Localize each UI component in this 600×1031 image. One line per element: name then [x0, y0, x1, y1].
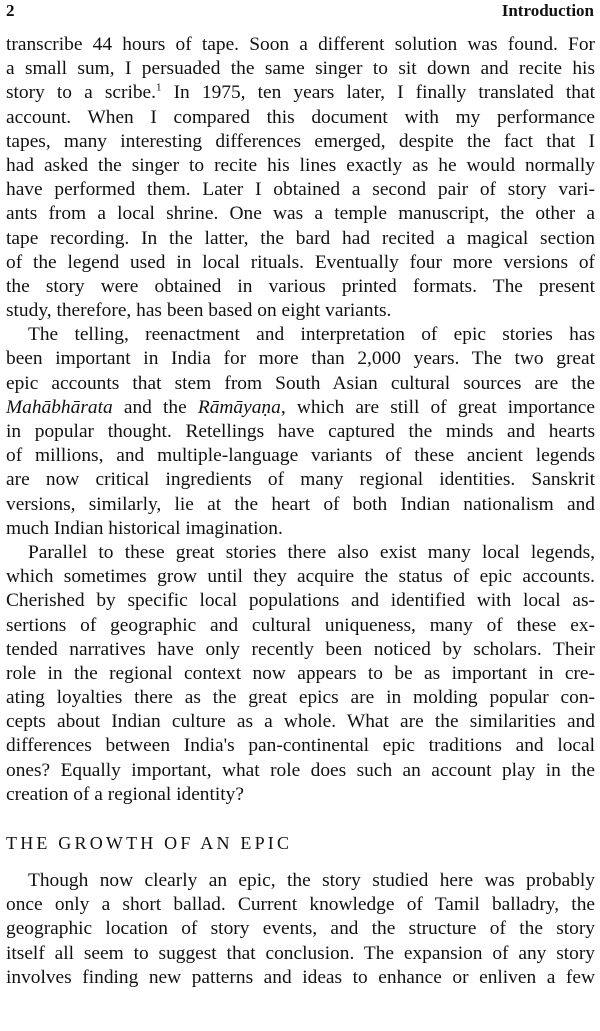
text-line: itself all seem to suggest that conclusion. The expansion of any story — [6, 942, 595, 964]
page-header — [0, 0, 600, 28]
paragraph-2 — [6, 323, 595, 541]
text-line: account. When I compared this document with my performance — [6, 106, 595, 128]
text-line: ating loyalties there as the great epics are in molding popular con- — [6, 687, 595, 709]
text-line: sertions of geographic and cultural uniqueness, many of these ex- — [6, 614, 595, 636]
text-line: the story were obtained in various printed formats. The present — [6, 275, 595, 297]
page-number: 2 — [6, 1, 15, 20]
text-line: tape recording. In the latter, the bard had recited a magical section — [6, 227, 595, 249]
text-run: and the — [123, 396, 187, 418]
text-run: , which are still of great importance — [280, 396, 595, 418]
text-line: ones? Equally important, what role does such an account play in the — [6, 759, 595, 781]
body-text — [6, 33, 595, 990]
text-line — [6, 81, 595, 105]
text-line: versions, similarly, lie at the heart of both Indian nationalism and — [6, 493, 595, 515]
text-line: epic accounts that stem from South Asian cultural sources are the — [6, 372, 595, 394]
text-line: involves finding new patterns and ideas to enhance or enliven a few — [6, 966, 595, 988]
text-line: transcribe 44 hours of tape. Soon a different solution was found. For — [6, 34, 595, 55]
running-head: Introduction — [501, 1, 594, 20]
section-heading: THE GROWTH OF AN EPIC — [6, 833, 293, 853]
text-line: have performed them. Later I obtained a second pair of story vari- — [6, 179, 595, 201]
text-line: which sometimes grow until they acquire the status of epic accounts. — [6, 566, 595, 588]
text-line: a small sum, I persuaded the same singer to sit down and recite his — [6, 58, 595, 80]
paragraph-1 — [6, 33, 595, 323]
paragraph-3 — [6, 541, 595, 807]
text-line: had asked the singer to recite his lines exactly as he would normally — [6, 154, 595, 176]
text-line: cepts about Indian culture as a whole. What are the similarities and — [6, 711, 595, 733]
text-line: creation of a regional identity? — [6, 783, 244, 805]
text-line: ants from a local shrine. One was a temple manuscript, the other a — [6, 203, 595, 225]
text-line: of the legend used in local rituals. Eventually four more versions of — [6, 251, 595, 273]
text-line: tapes, many interesting differences emerged, despite the fact that I — [6, 130, 595, 152]
text-line: are now critical ingredients of many regional identities. Sanskrit — [6, 469, 595, 491]
text-line: study, therefore, has been based on eight variants. — [6, 300, 392, 322]
text-line: of millions, and multiple-language variants of these ancient legends — [6, 445, 595, 467]
text-line: geographic location of story events, and the structure of the story — [6, 918, 595, 940]
text-line: role in the regional context now appears to be as important in cre- — [6, 662, 595, 684]
text-line: Though now clearly an epic, the story studied here was probably — [28, 870, 595, 891]
text-run: In 1975, ten years later, I finally translated that — [161, 82, 595, 104]
text-line: been important in India for more than 2,000 years. The two great — [6, 348, 595, 370]
text-run: story to a scribe. — [6, 82, 156, 104]
italic-title-ramayana: Rāmāyaṇa — [197, 396, 281, 418]
text-line: tended narratives have only recently been noticed by scholars. Their — [6, 638, 595, 660]
italic-title-mahabharata: Mahābhārata — [6, 396, 113, 418]
text-line: Parallel to these great stories there also exist many local legends, — [28, 541, 595, 563]
text-line: once only a short ballad. Current knowledge of Tamil balladry, the — [6, 894, 595, 916]
text-line: The telling, reenactment and interpretation of epic stories has — [28, 324, 595, 346]
text-line: in popular thought. Retellings have captured the minds and hearts — [6, 421, 595, 442]
text-line — [6, 396, 595, 420]
text-line: differences between India's pan-continental epic traditions and local — [6, 735, 595, 757]
text-line: Cherished by specific local populations and identified with local as- — [6, 590, 595, 612]
text-line: much Indian historical imagination. — [6, 517, 283, 539]
paragraph-4 — [6, 869, 595, 990]
footnote-marker[interactable]: 1 — [155, 81, 162, 94]
